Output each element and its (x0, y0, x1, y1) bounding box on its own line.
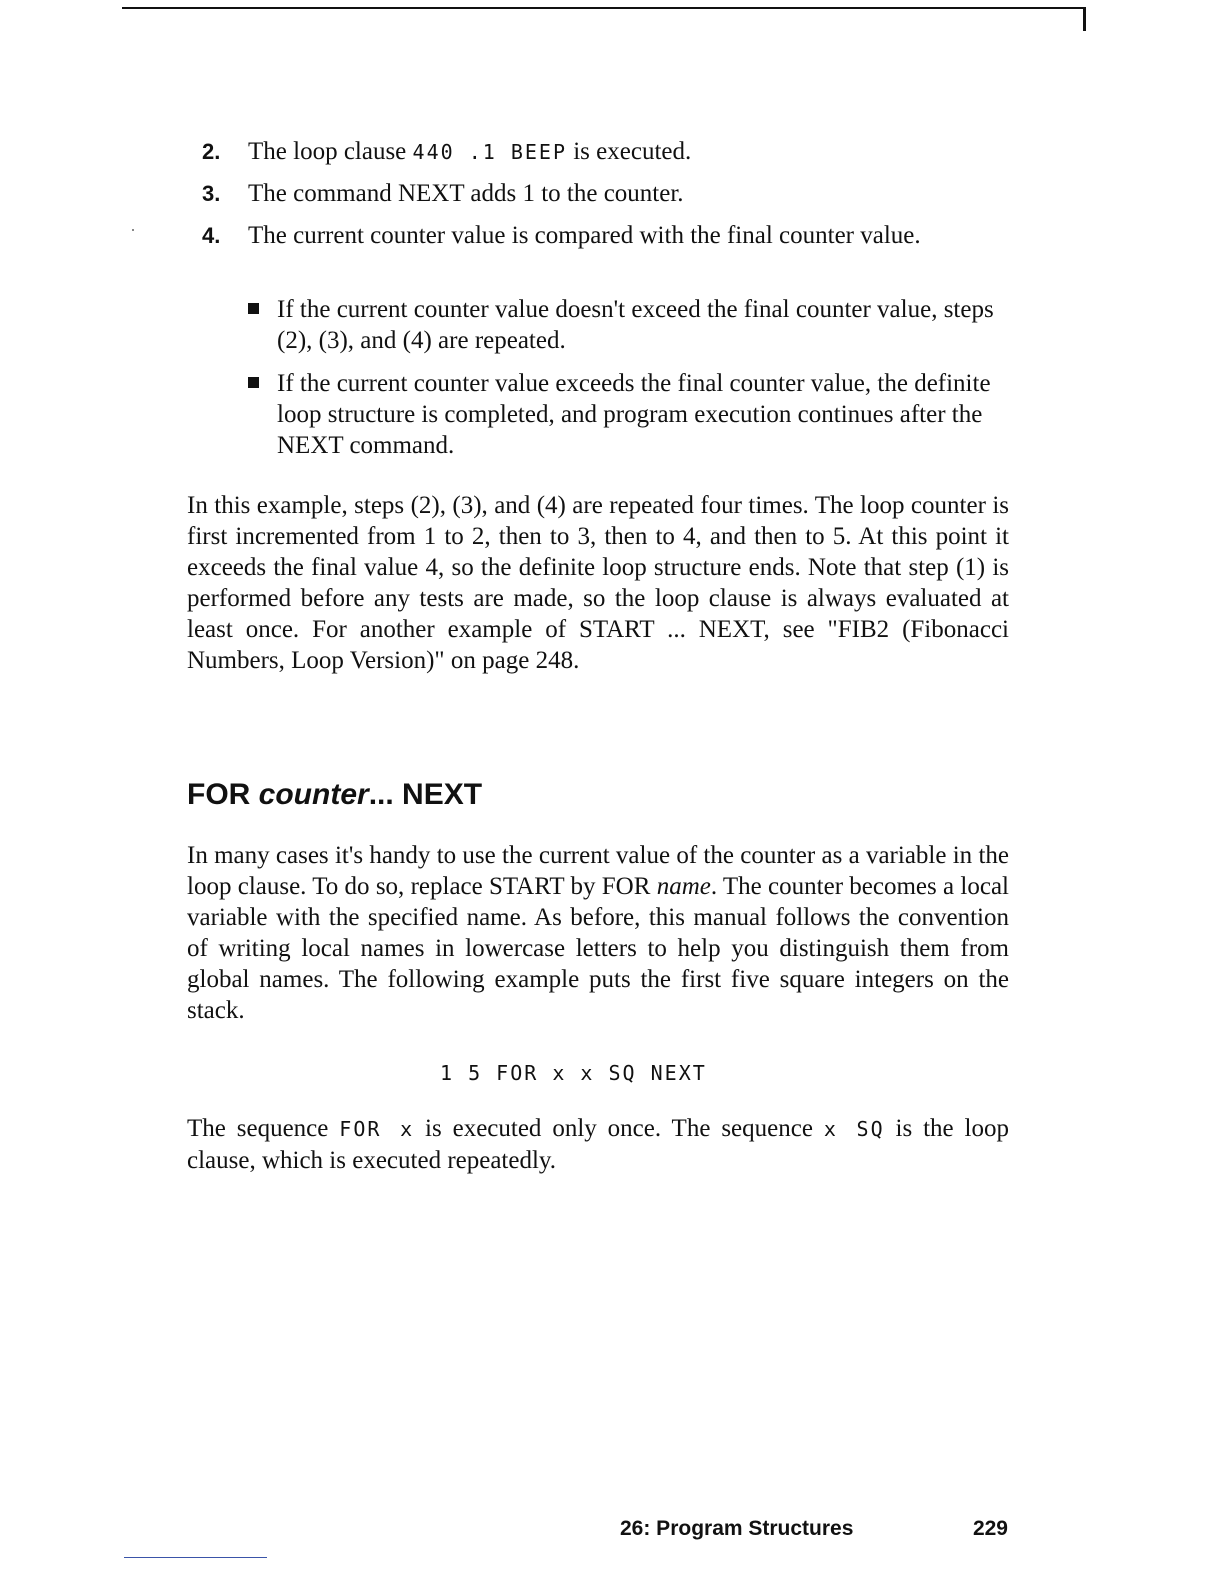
step-2 (202, 136, 1022, 168)
bullet-item (248, 368, 1018, 461)
inline-code: x SQ (823, 1117, 885, 1141)
inline-code: FOR x (339, 1117, 415, 1141)
bullet-text: If the current counter value doesn't exceed the final counter value, steps (2), (3), and (4) are repeated. (277, 296, 994, 354)
step-number: 3. (202, 181, 221, 206)
bullet-text: If the current counter value exceeds the final counter value, the definite loop structure is completed, and program execution continues after the NEXT command. (277, 370, 991, 459)
paragraph-sequence-explanation: The sequence FOR x is executed only once. The sequence x SQ is the loop clause, which is executed repeatedly. (187, 1115, 1009, 1174)
step-text: The loop clause 440 .1 BEEP is executed. (248, 138, 692, 165)
paragraph-start-next-example: In this example, steps (2), (3), and (4) are repeated four times. The loop counter is first incremented from 1 to 2, then to 3, then to 4, and then to 5. At this point it exceeds the final value 4, so the definite loop structure ends. Note that step (1) is performed before any tests are made, so the loop clause is always evaluated at least once. For another example of START ... NEXT, see "FIB2 (Fibonacci Numbers, Loop Version)" on page 248. (187, 492, 1009, 674)
step-number: 2. (202, 139, 221, 164)
bullet-item (248, 294, 1018, 356)
bottom-rule (124, 1557, 267, 1558)
bullet-square-icon (248, 377, 259, 388)
paragraph-for-counter: In many cases it's handy to use the current value of the counter as a variable in the loop clause. To do so, replace START by FOR name. The counter becomes a local variable with the specified name. As before, this manual follows the convention of writing local names in lowercase letters to help you distinguish them from global names. The following example puts the first five square integers on the stack. (187, 842, 1009, 1024)
bullet-square-icon (248, 303, 259, 314)
step-text: The current counter value is compared with the final counter value. (248, 222, 921, 249)
footer-chapter-title: 26: Program Structures (620, 1517, 854, 1540)
step-3 (202, 178, 1022, 209)
step-number: 4. (202, 223, 221, 248)
step-text: The command NEXT adds 1 to the counter. (248, 180, 684, 207)
section-heading: FOR counter... NEXT (187, 778, 483, 811)
step-4 (202, 220, 1022, 251)
code-example: 1 5 FOR x x SQ NEXT (440, 1061, 707, 1085)
italic-term: name (656, 873, 711, 900)
inline-code: 440 .1 BEEP (412, 140, 567, 164)
page-number: 229 (972, 1517, 1008, 1540)
